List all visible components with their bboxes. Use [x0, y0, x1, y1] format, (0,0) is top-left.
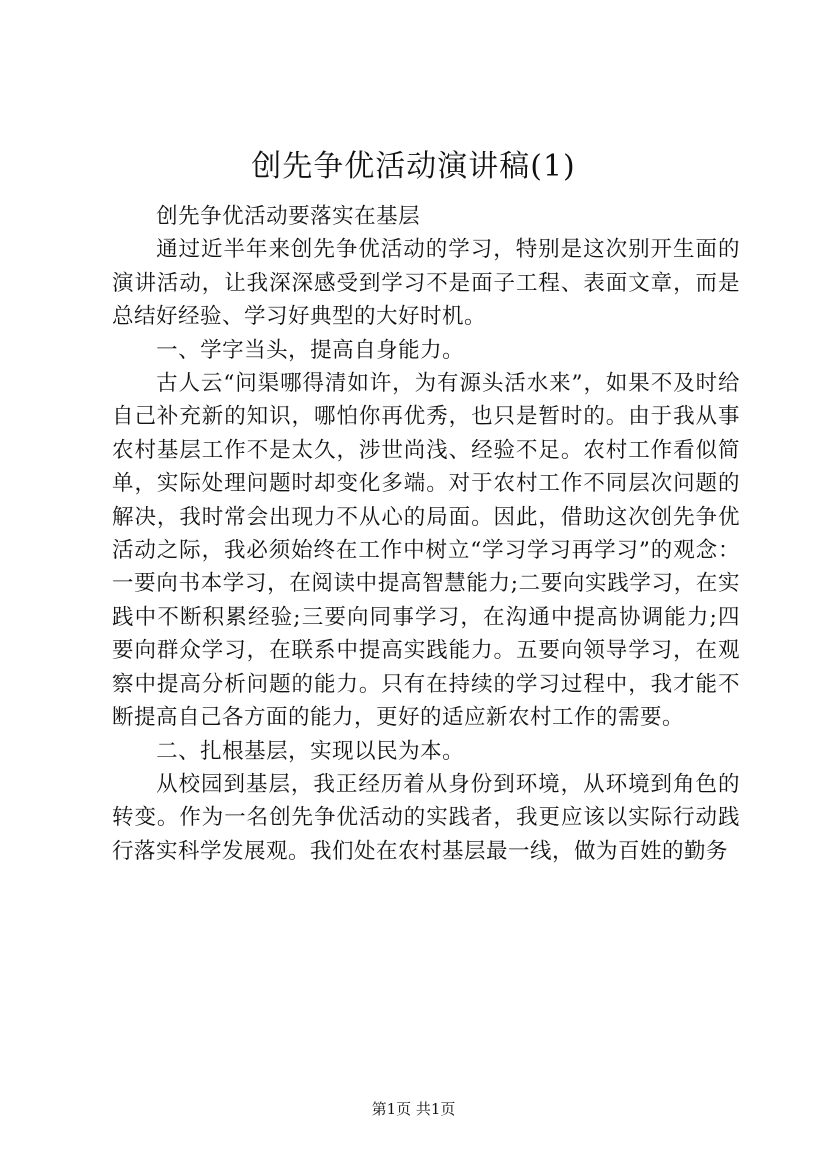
paragraph-subtitle: 创先争优活动要落实在基层 [156, 204, 421, 229]
paragraph-section-2: 从校园到基层，我正经历着从身份到环境，从环境到角色的转变。作为一名创先争优活动的实践者，我更应该以实际行动践行落实科学发展观。我们处在农村基层最一线，做为百姓的勤务 [112, 771, 740, 864]
document-title: 创先争优活动演讲稿(1) [251, 149, 576, 184]
section-heading-2: 二、扎根基层，实现以民为本。 [156, 738, 465, 764]
document-body [112, 200, 740, 868]
paragraph-section-1: 古人云“问渠哪得清如许，为有源头活水来”，如果不及时给自己补充新的知识，哪怕你再优秀，也只是暂时的。由于我从事农村基层工作不是太久，涉世尚浅、经验不足。农村工作看似简单，实际处理问题时却变化多端。对于农村工作不同层次问题的解决，我时常会出现力不从心的局面。因此，借助这次创先争优活动之际，我必须始终在工作中树立“学习学习再学习”的观念：一要向书本学习，在阅读中提高智慧能力;二要向实践学习，在实践中不断积累经验;三要向同事学习，在沟通中提高协调能力;四要向群众学习，在联系中提高实践能力。五要向领导学习，在观察中提高分析问题的能力。只有在持续的学习过程中，我才能不断提高自己各方面的能力，更好的适应新农村工作的需要。 [112, 371, 740, 731]
page-footer: 第1页 共1页 [371, 1100, 456, 1118]
paragraph-intro: 通过近半年来创先争优活动的学习，特别是这次别开生面的演讲活动，让我深深感受到学习不是面子工程、表面文章，而是总结好经验、学习好典型的大好时机。 [112, 237, 740, 330]
section-heading-1: 一、学字当头，提高自身能力。 [156, 337, 465, 363]
